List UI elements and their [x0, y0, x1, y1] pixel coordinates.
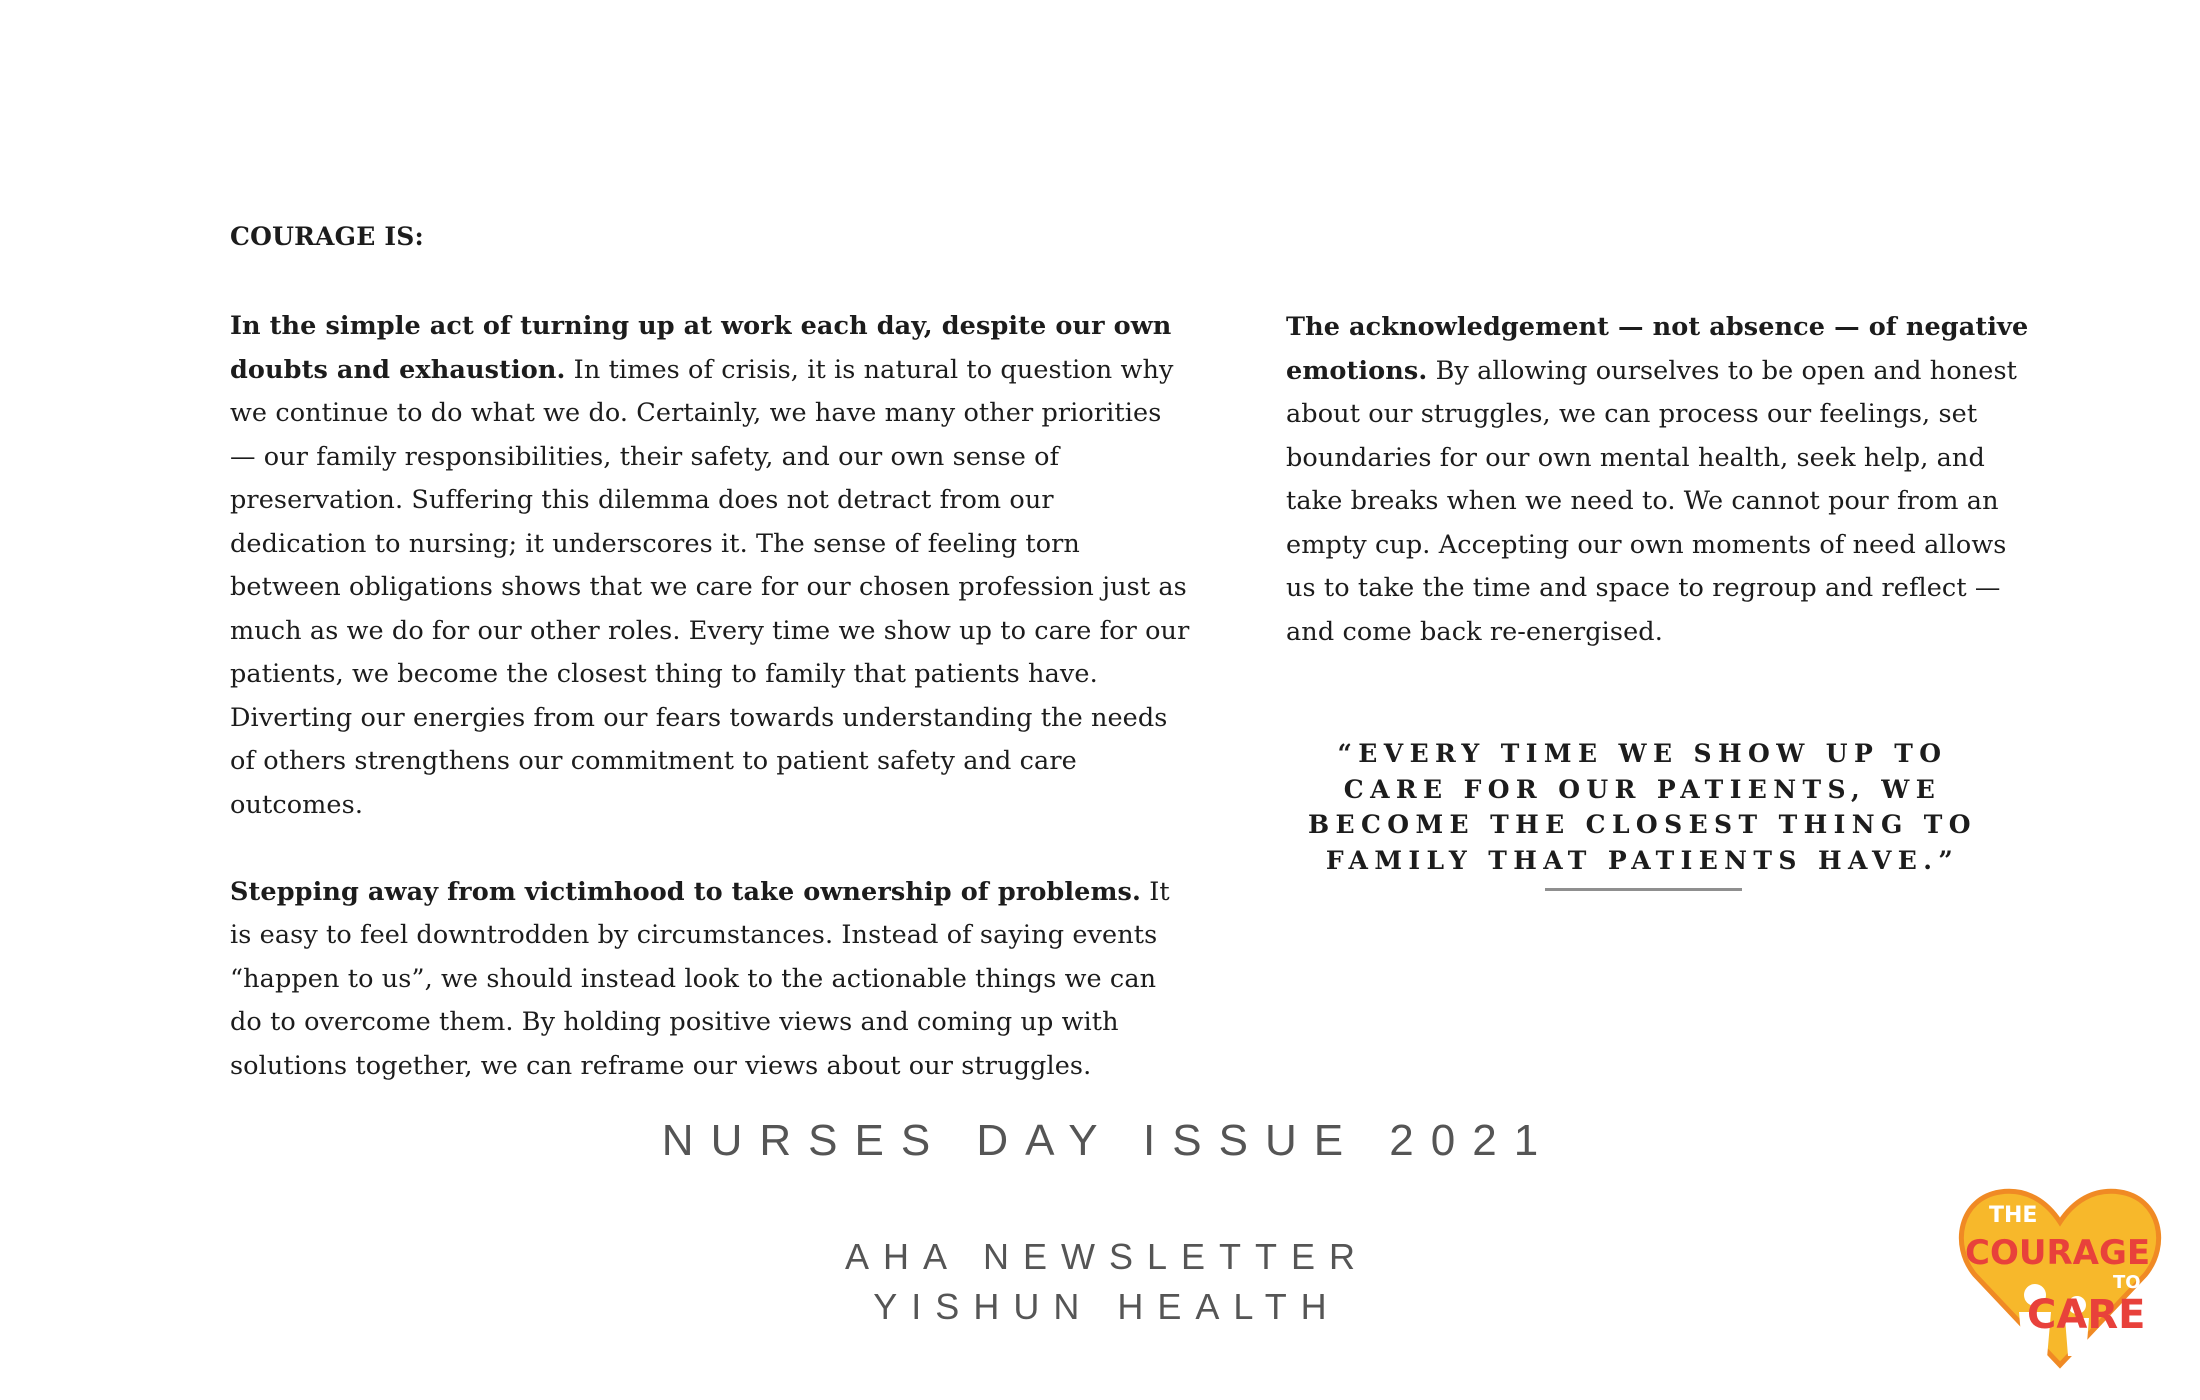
- pull-quote: “EVERY TIME WE SHOW UP TO CARE FOR OUR PATIENTS, WE BECOME THE CLOSEST THING TO FAMILY THAT PATIENTS HAVE.”: [1307, 739, 1977, 875]
- logo-text-courage: COURAGE: [1965, 1233, 2151, 1273]
- paragraph-ownership: [230, 871, 1195, 1089]
- section-heading: COURAGE IS:: [230, 222, 424, 251]
- courage-to-care-logo: [1955, 1180, 2165, 1370]
- paragraph-lead: The acknowledgement — not absence — of negative emotions.: [1286, 312, 2029, 386]
- paragraph-acknowledgement: [1286, 306, 2041, 654]
- paragraph-lead: Stepping away from victimhood to take ownership of problems.: [230, 876, 1141, 907]
- right-column: [1286, 306, 2041, 698]
- left-column: [230, 305, 1195, 1132]
- newsletter-name: AHA NEWSLETTER: [844, 1236, 1370, 1277]
- paragraph-lead: In the simple act of turning up at work each day, despite our own doubts and exhaustion.: [230, 311, 1172, 385]
- logo-text-to: TO: [2113, 1272, 2141, 1293]
- logo-text-care: CARE: [2027, 1292, 2146, 1338]
- logo-text-the: THE: [1989, 1203, 2038, 1228]
- paragraph-body: In times of crisis, it is natural to question why we continue to do what we do. Certainly, we have many other priorities — our family responsibilities, their safety, and our own sense of preservation. Suffering this dilemma does not detract from our dedication to nursing; it underscores it. The sense of feeling torn between obligations shows that we care for our chosen profession just as much as we do for our other roles. Every time we show up to care for our patients, we become the closest thing to family that patients have. Diverting our energies from our fears towards understanding the needs of others strengthens our commitment to patient safety and care outcomes.: [230, 354, 1190, 820]
- pull-quote-divider: [1545, 888, 1742, 891]
- paragraph-body: By allowing ourselves to be open and honest about our struggles, we can process our feelings, set boundaries for our own mental health, seek help, and take breaks when we need to. We cannot pour from an empty cup. Accepting our own moments of need allows us to take the time and space to regroup and reflect —and come back re-energised.: [1286, 355, 2018, 647]
- organisation-name: YISHUN HEALTH: [873, 1286, 1341, 1327]
- paragraph-body: It is easy to feel downtrodden by circumstances. Instead of saying events “happen to us”, we should instead look to the actionable things we can do to overcome them. By holding positive views and coming up with solutions together, we can reframe our views about our struggles.: [230, 876, 1170, 1081]
- paragraph-turning-up: [230, 305, 1195, 827]
- issue-title: NURSES DAY ISSUE 2021: [661, 1116, 1556, 1165]
